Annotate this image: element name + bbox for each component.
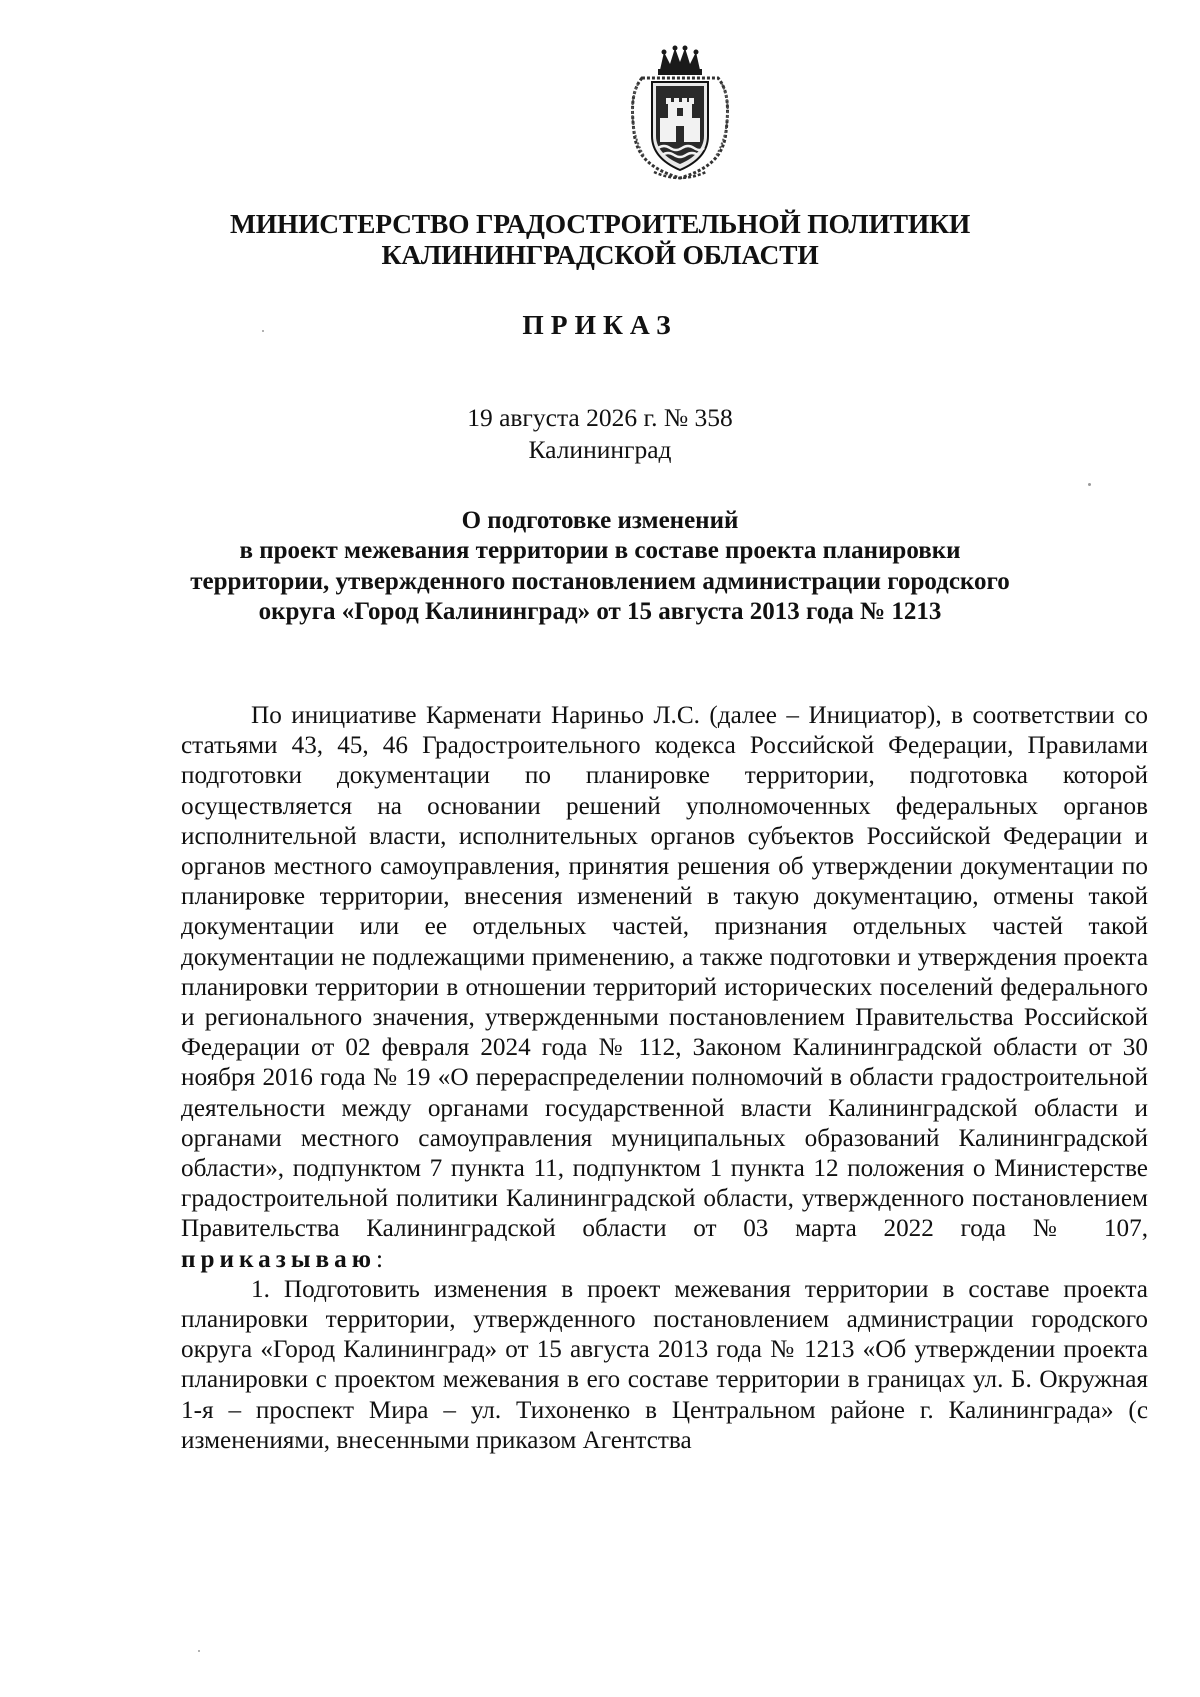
document-body [181,701,1148,1456]
title-line-3: территории, утвержденного постановлением администрации городского [190,567,1010,595]
ministry-name [0,208,1200,270]
date-number: 19 августа 2026 г. № 358 [467,403,733,432]
scan-speck [1088,483,1091,486]
order-colon: : [376,1245,383,1273]
scan-speck [198,1650,200,1652]
ministry-line-2: КАЛИНИНГРАДСКОЙ ОБЛАСТИ [381,239,819,270]
ministry-line-1: МИНИСТЕРСТВО ГРАДОСТРОИТЕЛЬНОЙ ПОЛИТИКИ [229,208,971,239]
document-title [0,506,1200,627]
preamble-text: По инициативе Карменати Нариньо Л.С. (далее – Инициатор), в соответствии со статьями 43, 45, 46 Градостроительного кодекса Российской Федерации, Правилами подготовки документации по планировке территории, подготовка которой осуществляется на основании решений уполномоченных федеральных органов исполнительной власти, исполнительных органов субъектов Российской Федерации и органов местного самоуправления, принятия решения об утверждении документации по планировке территории, внесения изменений в такую документацию, отмены такой документации или ее отдельных частей, признания отдельных частей такой документации не подлежащими применению, а также подготовки и утверждения проекта планировки территории в отношении территорий исторических поселений федерального и регионального значения, утвержденными постановлением Правительства Российской Федерации от 02 февраля 2024 года № 112, Законом Калининградской области от 30 ноября 2016 года № 19 «О перераспределении полномочий в области градостроительной деятельности между органами государственной власти Калининградской области и органами местного самоуправления муниципальных образований Калининградской области», подпунктом 7 пункта 11, подпунктом 1 пункта 12 положения о Министерстве градостроительной политики Калининградской области, утвержденного постановлением Правительства Калининградской области от 03 марта 2022 года № 107, [181,702,1148,1243]
scan-speck [262,330,264,332]
item-1-paragraph: 1. Подготовить изменения в проект межевания территории в составе проекта планировки территории, утвержденного постановлением администрации городского округа «Город Калининград» от 15 августа 2013 года № 1213 «Об утверждении проекта планировки с проектом межевания в его составе территории в границах ул. Б. Окружная 1-я – проспект Мира – ул. Тихоненко в Центральном районе г. Калининграда» (с изменениями, внесенными приказом Агентства [181,1275,1148,1454]
order-word: приказываю [181,1245,376,1273]
coat-of-arms-icon [624,44,736,184]
date-place-block [0,402,1200,466]
preamble-paragraph [181,701,1148,1275]
title-line-4: округа «Город Калининград» от 15 августа 2013 года № 1213 [258,597,942,625]
title-line-1: О подготовке изменений [461,507,739,534]
city: Калининград [528,435,672,464]
title-line-2: в проект межевания территории в составе проекта планировки [239,537,961,565]
document-type: ПРИКАЗ [522,309,678,340]
